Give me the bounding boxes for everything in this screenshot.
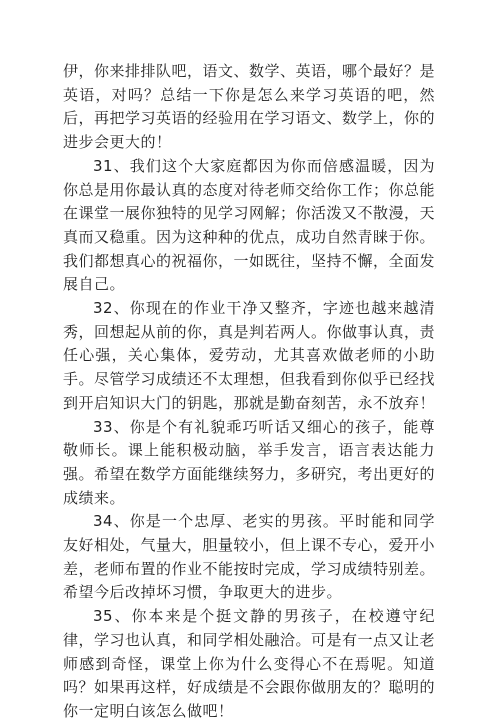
paragraph-continuation: 伊，你来排排队吧，语文、数学、英语，哪个最好？是英语，对吗？总结一下你是怎么来学习英语的吧，然后，再把学习英语的经验用在学习语文、数学上，你的进步会更大的！ xyxy=(63,62,436,152)
paragraph-32: 32、你现在的作业干净又整齐，字迹也越来越清秀，回想起从前的你，真是判若两人。你做事认真，责任心强，关心集体，爱劳动，尤其喜欢做老师的小助手。尽管学习成绩还不太理想，但我看到你似乎已经找到开启知识大门的钥匙，那就是勤奋刻苦，永不放弃！ xyxy=(63,299,436,412)
paragraph-33: 33、你是个有礼貌乖巧听话又细心的孩子，能尊敬师长。课上能积极动脑，举手发言，语言表达能力强。希望在数学方面能继续努力，多研究，考出更好的成绩来。 xyxy=(63,417,436,507)
paragraph-34: 34、你是一个忠厚、老实的男孩。平时能和同学友好相处，气量大，胆量较小，但上课不专心，爱开小差，老师布置的作业不能按时完成，学习成绩特别差。希望今后改掉坏习惯，争取更大的进步。 xyxy=(63,512,436,602)
paragraph-31: 31、我们这个大家庭都因为你而倍感温暖，因为你总是用你最认真的态度对待老师交给你工作；你总能在课堂一展你独特的见学习网解；你活泼又不散漫，天真而又稳重。因为这种种的优点，成功自然青睐于你。我们都想真心的祝福你，一如既往，坚持不懈，全面发展自己。 xyxy=(63,156,436,294)
paragraph-35: 35、你本来是个挺文静的男孩子，在校遵守纪律，学习也认真，和同学相处融洽。可是有一点又让老师感到奇怪，课堂上你为什么变得心不在焉呢。知道吗？如果再这样，好成绩是不会跟你做朋友的？聪明的你一定明白该怎么做吧！ xyxy=(63,607,436,720)
document-body xyxy=(63,60,435,724)
